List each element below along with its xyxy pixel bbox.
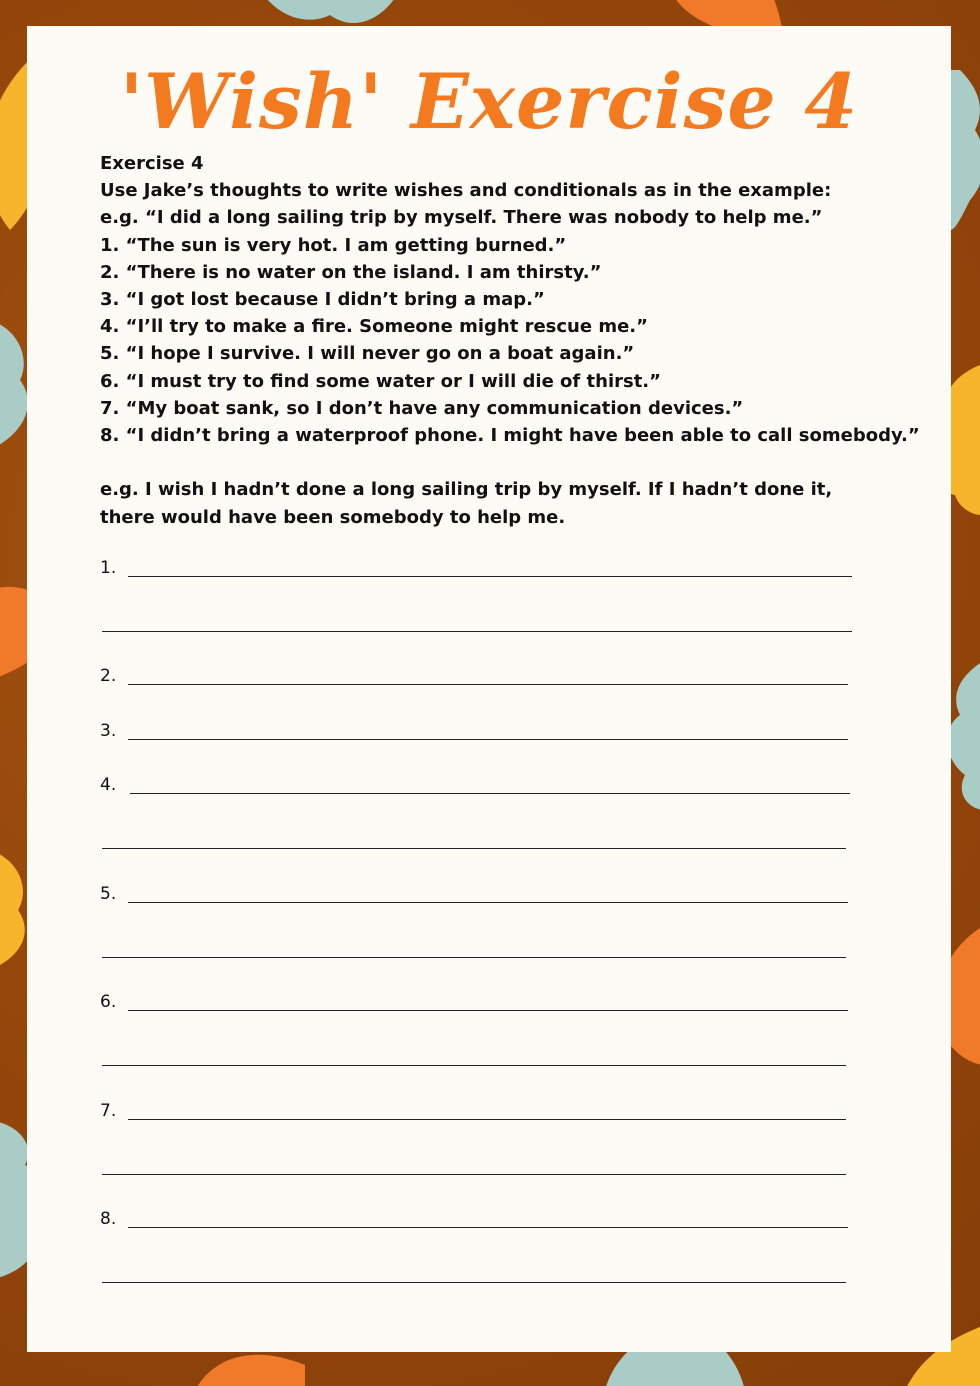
answer-row-8: [100, 1211, 860, 1235]
example-thought: e.g. “I did a long sailing trip by myself. There was nobody to help me.”: [100, 207, 823, 229]
answer-number: 6.: [100, 992, 117, 1012]
answer-line[interactable]: [102, 848, 846, 849]
answer-line[interactable]: [128, 1227, 848, 1228]
thought-item: 4. “I’ll try to make a fire. Someone might rescue me.”: [100, 316, 648, 338]
answer-row-3: [100, 723, 860, 747]
exercise-text: [100, 150, 920, 531]
answer-row-4-continued: [100, 832, 860, 856]
thought-item: 5. “I hope I survive. I will never go on a boat again.”: [100, 343, 635, 365]
answer-row-7-continued: [100, 1158, 860, 1182]
answer-number: 4.: [100, 775, 117, 795]
thought-item: 8. “I didn’t bring a waterproof phone. I might have been able to call somebody.”: [100, 424, 920, 446]
answer-number: 8.: [100, 1209, 117, 1229]
answer-line[interactable]: [128, 902, 848, 903]
answer-line[interactable]: [128, 739, 848, 740]
answer-row-6: [100, 994, 860, 1018]
page-title: 'Wish' Exercise 4: [119, 57, 859, 146]
answer-line[interactable]: [102, 1282, 846, 1283]
answer-number: 3.: [100, 721, 117, 741]
answer-line[interactable]: [102, 631, 852, 632]
answer-line[interactable]: [130, 793, 850, 794]
thought-item: 7. “My boat sank, so I don’t have any communication devices.”: [100, 397, 744, 419]
thought-item: 6. “I must try to find some water or I will die of thirst.”: [100, 370, 661, 392]
thought-item: 3. “I got lost because I didn’t bring a map.”: [100, 288, 545, 310]
answer-number: 2.: [100, 666, 117, 686]
answer-row-4: [100, 777, 860, 801]
answer-line[interactable]: [128, 684, 848, 685]
answer-number: 1.: [100, 558, 117, 578]
instruction: Use Jake’s thoughts to write wishes and conditionals as in the example:: [100, 180, 832, 202]
answer-line[interactable]: [128, 1119, 846, 1120]
worksheet-paper: [27, 26, 951, 1352]
answer-row-2: [100, 668, 860, 692]
thought-item: 2. “There is no water on the island. I am thirsty.”: [100, 261, 602, 283]
answer-line[interactable]: [102, 1174, 846, 1175]
answer-row-5-continued: [100, 941, 860, 965]
answer-number: 5.: [100, 884, 117, 904]
answer-row-6-continued: [100, 1049, 860, 1073]
answer-row-1: [100, 560, 860, 584]
answer-number: 7.: [100, 1101, 117, 1121]
exercise-label: Exercise 4: [100, 153, 204, 174]
thought-item: 1. “The sun is very hot. I am getting burned.”: [100, 234, 567, 256]
answer-row-1-continued: [100, 615, 860, 639]
answer-row-7: [100, 1103, 860, 1127]
answer-line[interactable]: [128, 1010, 848, 1011]
answer-row-8-continued: [100, 1266, 860, 1290]
answer-line[interactable]: [102, 1065, 846, 1066]
answer-row-5: [100, 886, 860, 910]
answer-line[interactable]: [102, 957, 846, 958]
example-answer: e.g. I wish I hadn’t done a long sailing trip by myself. If I hadn’t done it, there would have been somebody to help me.: [100, 479, 833, 528]
answer-line[interactable]: [128, 576, 852, 577]
